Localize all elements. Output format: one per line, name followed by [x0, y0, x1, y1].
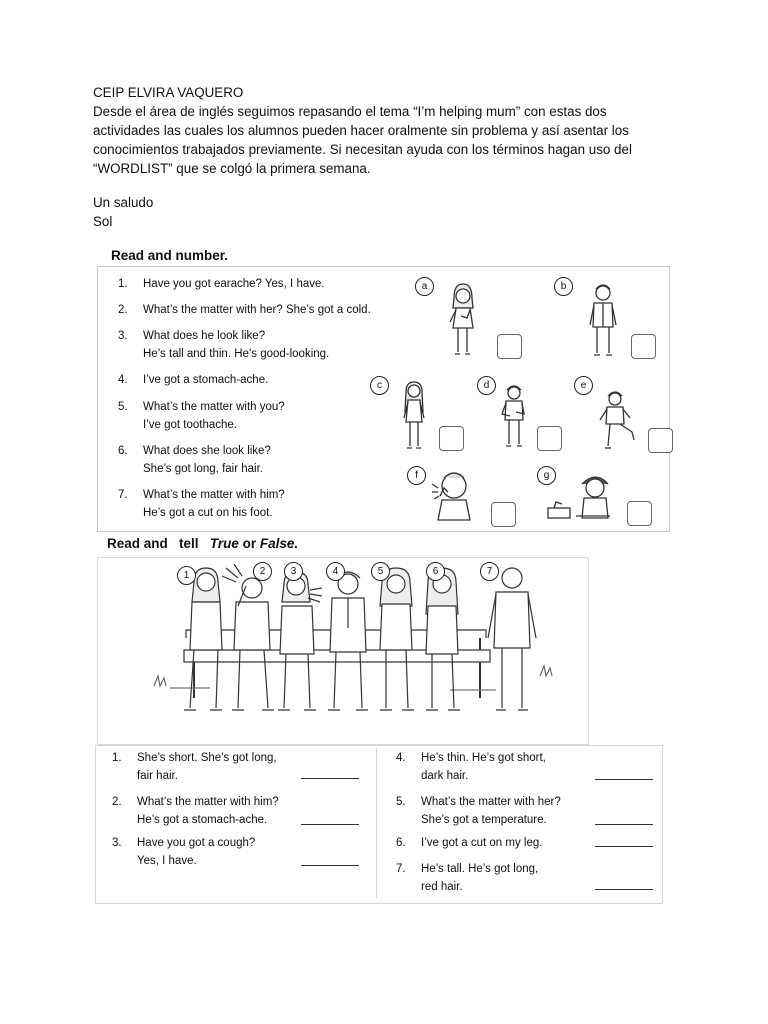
child-1 [184, 568, 222, 710]
school-name: CEIP ELVIRA VAQUERO [93, 85, 244, 100]
character-number-5: 5 [371, 562, 390, 581]
child-2 [222, 564, 274, 710]
intro-line: actividades las cuales los alumnos pueden hacer oralmente sin problema y así asentar los [93, 123, 629, 138]
answer-box-f[interactable] [491, 502, 516, 527]
answer-box-a[interactable] [497, 334, 522, 359]
long-haired-girl-illustration [398, 380, 430, 450]
picture-letter-d: d [477, 376, 496, 395]
boy-stomachache-illustration [496, 382, 532, 450]
character-number-4: 4 [326, 562, 345, 581]
character-number-7: 7 [480, 562, 499, 581]
column-divider [376, 748, 377, 898]
girl-earache-illustration [445, 282, 481, 358]
answer-blank-6[interactable] [595, 846, 653, 847]
picture-letter-f: f [407, 466, 426, 485]
picture-letter-e: e [574, 376, 593, 395]
child-5 [380, 568, 414, 710]
answer-blank-7[interactable] [595, 889, 653, 890]
answer-box-d[interactable] [537, 426, 562, 451]
worksheet-page: CEIP ELVIRA VAQUERO Desde el área de inglés seguimos repasando el tema “I’m helping mum” con estas dos actividades las cuales los alumnos pueden hacer oralmente sin problema y así asentar los conocimientos trabajados previamente. Si necesitan ayuda con los términos hagan uso del “WORDLIST” que se colgó la primera semana. Un saludo Sol Read and number. 1. Have you got earache? Yes, I have. 2. What’s the matter with her? She’s got a cold. 3. What does he look like? He’s tall and thin. He’s good-looking. 4. I’ve got a stomach-ache. 5. What’s the matter with you? I’ve got toothache. 6. What does she look like? She’s got long, fair hair. 7. What’s the matter with him? He’s got a cut on his foot. a b c d e f g Read and tell True or False. 1 2 3 4 5 6 7 1. She’s short. She’s got long, fair hair. 2. What’s the matter with him? He’s got a stomach-ache. 3. Have you got a cough? Yes, I have. 4. He’s thin. He’s got short, dark hair. 5. What’s the matter with her? She’s got a temperature. 6. I’ve got a cut on my leg. 7. He’s tall. He’s got long, red hair. [0, 0, 768, 1024]
exercise2-title: Read and tell True or False. [107, 536, 299, 551]
answer-box-g[interactable] [627, 501, 652, 526]
child-6 [426, 568, 460, 710]
intro-line: “WORDLIST” que se colgó la primera semana. [93, 161, 371, 176]
answer-box-e[interactable] [648, 428, 673, 453]
answer-blank-3[interactable] [301, 865, 359, 866]
greeting: Un saludo [93, 195, 154, 210]
girl-cold-illustration [546, 472, 616, 522]
child-7 [488, 568, 536, 710]
answer-blank-5[interactable] [595, 824, 653, 825]
intro-line: conocimientos trabajados previamente. Si necesitan ayuda con los términos hagan uso del [93, 142, 632, 157]
boy-cut-foot-illustration [594, 388, 638, 450]
tall-boy-illustration [586, 281, 620, 359]
intro-line: Desde el área de inglés seguimos repasando el tema “I’m helping mum” con estas dos [93, 104, 607, 119]
signature: Sol [93, 214, 113, 229]
child-3 [278, 572, 322, 710]
character-number-1: 1 [177, 566, 196, 585]
children-on-bench-illustration [150, 558, 570, 738]
picture-letter-g: g [537, 466, 556, 485]
picture-letter-c: c [370, 376, 389, 395]
answer-blank-1[interactable] [301, 778, 359, 779]
character-number-2: 2 [253, 562, 272, 581]
answer-blank-2[interactable] [301, 824, 359, 825]
boy-toothache-illustration [430, 466, 476, 522]
intro-letter [93, 83, 693, 231]
answer-box-c[interactable] [439, 426, 464, 451]
answer-box-b[interactable] [631, 334, 656, 359]
character-number-6: 6 [426, 562, 445, 581]
exercise1-title: Read and number. [111, 248, 229, 263]
picture-letter-b: b [554, 277, 573, 296]
child-4 [328, 572, 368, 710]
character-number-3: 3 [284, 562, 303, 581]
answer-blank-4[interactable] [595, 779, 653, 780]
picture-letter-a: a [415, 277, 434, 296]
